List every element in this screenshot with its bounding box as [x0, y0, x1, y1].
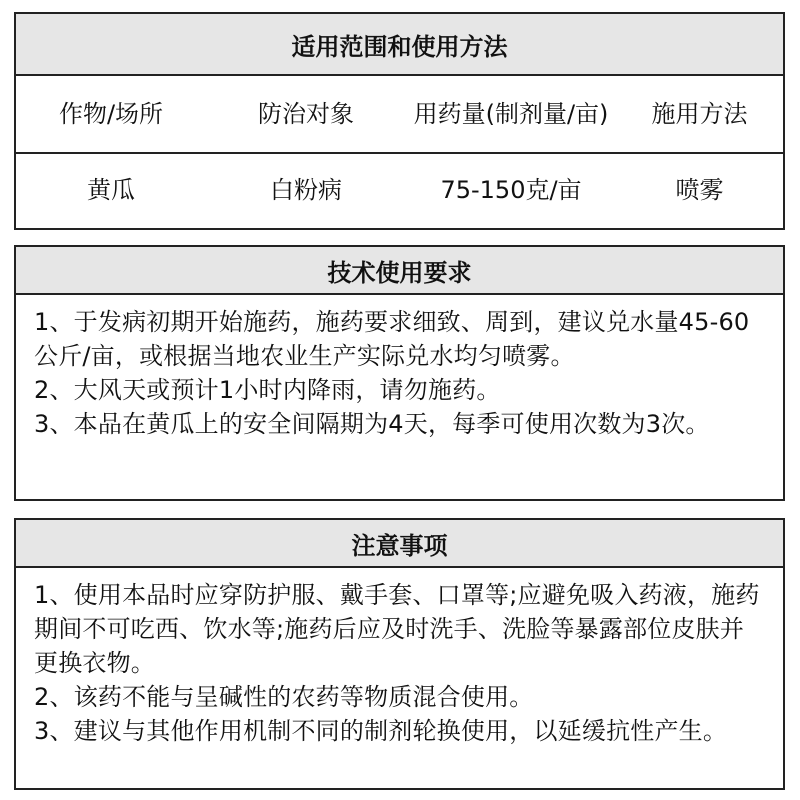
- cell-dosage: 75-150克/亩: [440, 176, 582, 204]
- header-target: 防治对象: [206, 76, 406, 154]
- cell-method: 喷雾: [675, 176, 724, 204]
- list-item: 3、本品在黄瓜上的安全间隔期为4天，每季可使用次数为3次。: [34, 410, 710, 438]
- header-crop: 作物/场所: [16, 76, 206, 154]
- tech-title: 技术使用要求: [16, 247, 783, 295]
- list-item: 2、该药不能与呈碱性的农药等物质混合使用。: [34, 683, 534, 711]
- list-item: 3、建议与其他作用机制不同的制剂轮换使用，以延缓抗性产生。: [34, 717, 728, 745]
- list-item: 2、大风天或预计1小时内降雨，请勿施药。: [34, 376, 501, 404]
- list-item: 1、于发病初期开始施药，施药要求细致、周到，建议兑水量45-60公斤/亩，或根据当地农业生产实际兑水均匀喷雾。: [34, 308, 750, 370]
- notes-section: [14, 518, 785, 790]
- notes-list: [16, 568, 783, 748]
- cell-crop: 黄瓜: [87, 176, 135, 204]
- usage-title: 适用范围和使用方法: [16, 14, 783, 76]
- header-method: 施用方法: [616, 76, 783, 154]
- usage-table-header: [16, 76, 783, 154]
- usage-section: [14, 12, 785, 230]
- notes-title: 注意事项: [16, 520, 783, 568]
- tech-list: [16, 295, 783, 441]
- table-row: [16, 154, 783, 226]
- list-item: 1、使用本品时应穿防护服、戴手套、口罩等;应避免吸入药液，施药期间不可吃西、饮水等;施药后应及时洗手、洗脸等暴露部位皮肤并更换衣物。: [34, 581, 760, 677]
- tech-requirements-section: [14, 245, 785, 501]
- cell-target: 白粉病: [270, 176, 342, 204]
- header-dosage: 用药量(制剂量/亩): [406, 76, 616, 154]
